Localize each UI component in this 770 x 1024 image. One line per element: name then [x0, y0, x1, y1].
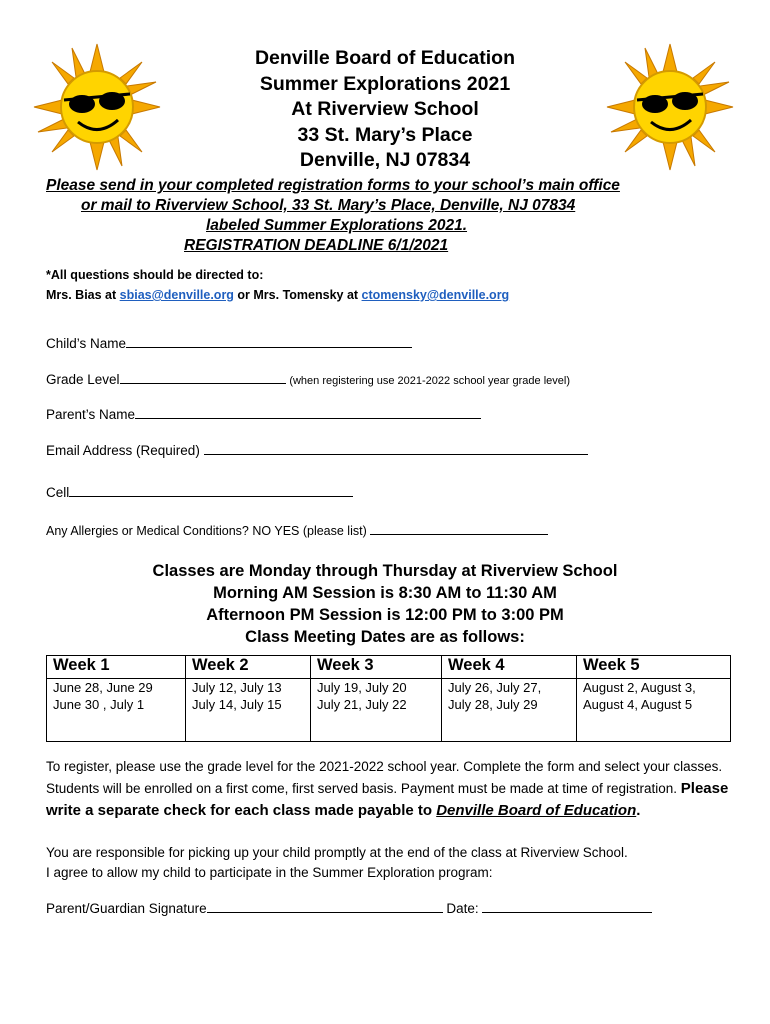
table-row: [47, 679, 731, 742]
child-name-line[interactable]: [126, 335, 412, 348]
week-5-dates-line-2: August 4, August 5: [583, 697, 693, 712]
week-1-dates-line-2: June 30 , July 1: [53, 697, 145, 712]
email-line[interactable]: [204, 442, 588, 455]
contact-prefix: Mrs. Bias at: [46, 288, 120, 302]
email-link-bias[interactable]: sbias@denville.org: [119, 288, 234, 302]
table-header-row: [47, 656, 731, 679]
week-3-dates: [311, 679, 442, 742]
grade-level-line[interactable]: [120, 371, 286, 384]
cell-line[interactable]: [69, 484, 353, 497]
email-label: Email Address (Required): [46, 443, 200, 458]
week-4-header: Week 4: [442, 656, 577, 679]
classes-line-4: Class Meeting Dates are as follows:: [245, 628, 525, 646]
class-dates-table: [46, 655, 731, 742]
week-1-dates-line-1: June 28, June 29: [53, 680, 153, 695]
parent-name-label: Parent’s Name: [46, 407, 136, 422]
parent-name-line[interactable]: [135, 406, 481, 419]
date-label: Date:: [442, 901, 483, 916]
instructions-line-1: Please send in your completed registration forms to your school’s main office: [46, 177, 620, 194]
week-4-dates-line-2: July 28, July 29: [448, 697, 538, 712]
cell-label: Cell: [46, 485, 70, 500]
pickup-notice: You are responsible for picking up your child promptly at the end of the class at Riverview School.: [46, 845, 628, 860]
week-2-dates-line-2: July 14, July 15: [192, 697, 282, 712]
header-line-1: Denville Board of Education: [254, 47, 516, 69]
submission-instructions: [46, 176, 620, 256]
payee-period: .: [636, 802, 641, 819]
registration-deadline: REGISTRATION DEADLINE 6/1/2021: [184, 237, 449, 254]
allergies-line[interactable]: [370, 522, 548, 535]
email-link-tomensky[interactable]: ctomensky@denville.org: [361, 288, 510, 302]
allergies-field[interactable]: [46, 522, 548, 538]
classes-line-2: Morning AM Session is 8:30 AM to 11:30 AM: [213, 584, 557, 602]
registration-paragraph: [46, 756, 736, 822]
week-5-dates: [577, 679, 731, 742]
check-instruction: Please write a separate check for each class made payable to: [46, 780, 729, 819]
grade-level-field[interactable]: [46, 371, 570, 387]
classes-line-1: Classes are Monday through Thursday at Riverview School: [152, 562, 618, 580]
week-3-dates-line-2: July 21, July 22: [317, 697, 407, 712]
week-1-dates: [47, 679, 186, 742]
child-name-label: Child’s Name: [46, 336, 127, 351]
signature-field[interactable]: [46, 900, 652, 916]
contact-mid: or Mrs. Tomensky at: [233, 288, 362, 302]
week-4-dates-line-1: July 26, July 27,: [448, 680, 542, 695]
page-header: [200, 46, 570, 174]
week-2-dates: [186, 679, 311, 742]
contact-line: [46, 288, 509, 302]
grade-level-note: (when registering use 2021-2022 school year grade level): [289, 375, 570, 387]
week-3-header: Week 3: [311, 656, 442, 679]
child-name-field[interactable]: [46, 335, 412, 351]
instructions-line-2: or mail to Riverview School, 33 St. Mary’s Place, Denville, NJ 07834: [81, 197, 576, 214]
week-5-header: Week 5: [577, 656, 731, 679]
header-line-3: At Riverview School: [291, 98, 479, 120]
cell-field[interactable]: [46, 484, 353, 500]
grade-level-label: Grade Level: [46, 372, 120, 387]
date-line[interactable]: [482, 900, 652, 913]
signature-line[interactable]: [207, 900, 443, 913]
class-schedule-info: [0, 560, 770, 648]
week-1-header: Week 1: [47, 656, 186, 679]
week-4-dates: [442, 679, 577, 742]
header-line-4: 33 St. Mary’s Place: [297, 123, 473, 146]
sun-sunglasses-right-icon: [605, 42, 735, 172]
week-2-header: Week 2: [186, 656, 311, 679]
week-2-dates-line-1: July 12, July 13: [192, 680, 282, 695]
registration-text: To register, please use the grade level for the 2021-2022 school year. Complete the form and select your classes. Students will be enrolled on a first come, first served basis. Payment must be made at time of registration.: [46, 759, 723, 796]
instructions-line-3: labeled Summer Explorations 2021.: [206, 217, 468, 234]
week-3-dates-line-1: July 19, July 20: [317, 680, 407, 695]
header-line-2: Summer Explorations 2021: [259, 72, 511, 95]
header-line-5: Denville, NJ 07834: [299, 149, 471, 171]
signature-label: Parent/Guardian Signature: [46, 901, 207, 916]
sun-sunglasses-left-icon: [32, 42, 162, 172]
contact-heading: *All questions should be directed to:: [46, 268, 264, 282]
classes-line-3: Afternoon PM Session is 12:00 PM to 3:00 PM: [206, 606, 564, 624]
week-5-dates-line-1: August 2, August 3,: [583, 680, 696, 695]
email-field[interactable]: [46, 442, 588, 458]
permission-statement: I agree to allow my child to participate in the Summer Exploration program:: [46, 865, 493, 880]
allergies-label: Any Allergies or Medical Conditions? NO YES (please list): [46, 524, 367, 538]
payee-name: Denville Board of Education: [436, 802, 637, 819]
parent-name-field[interactable]: [46, 406, 481, 422]
